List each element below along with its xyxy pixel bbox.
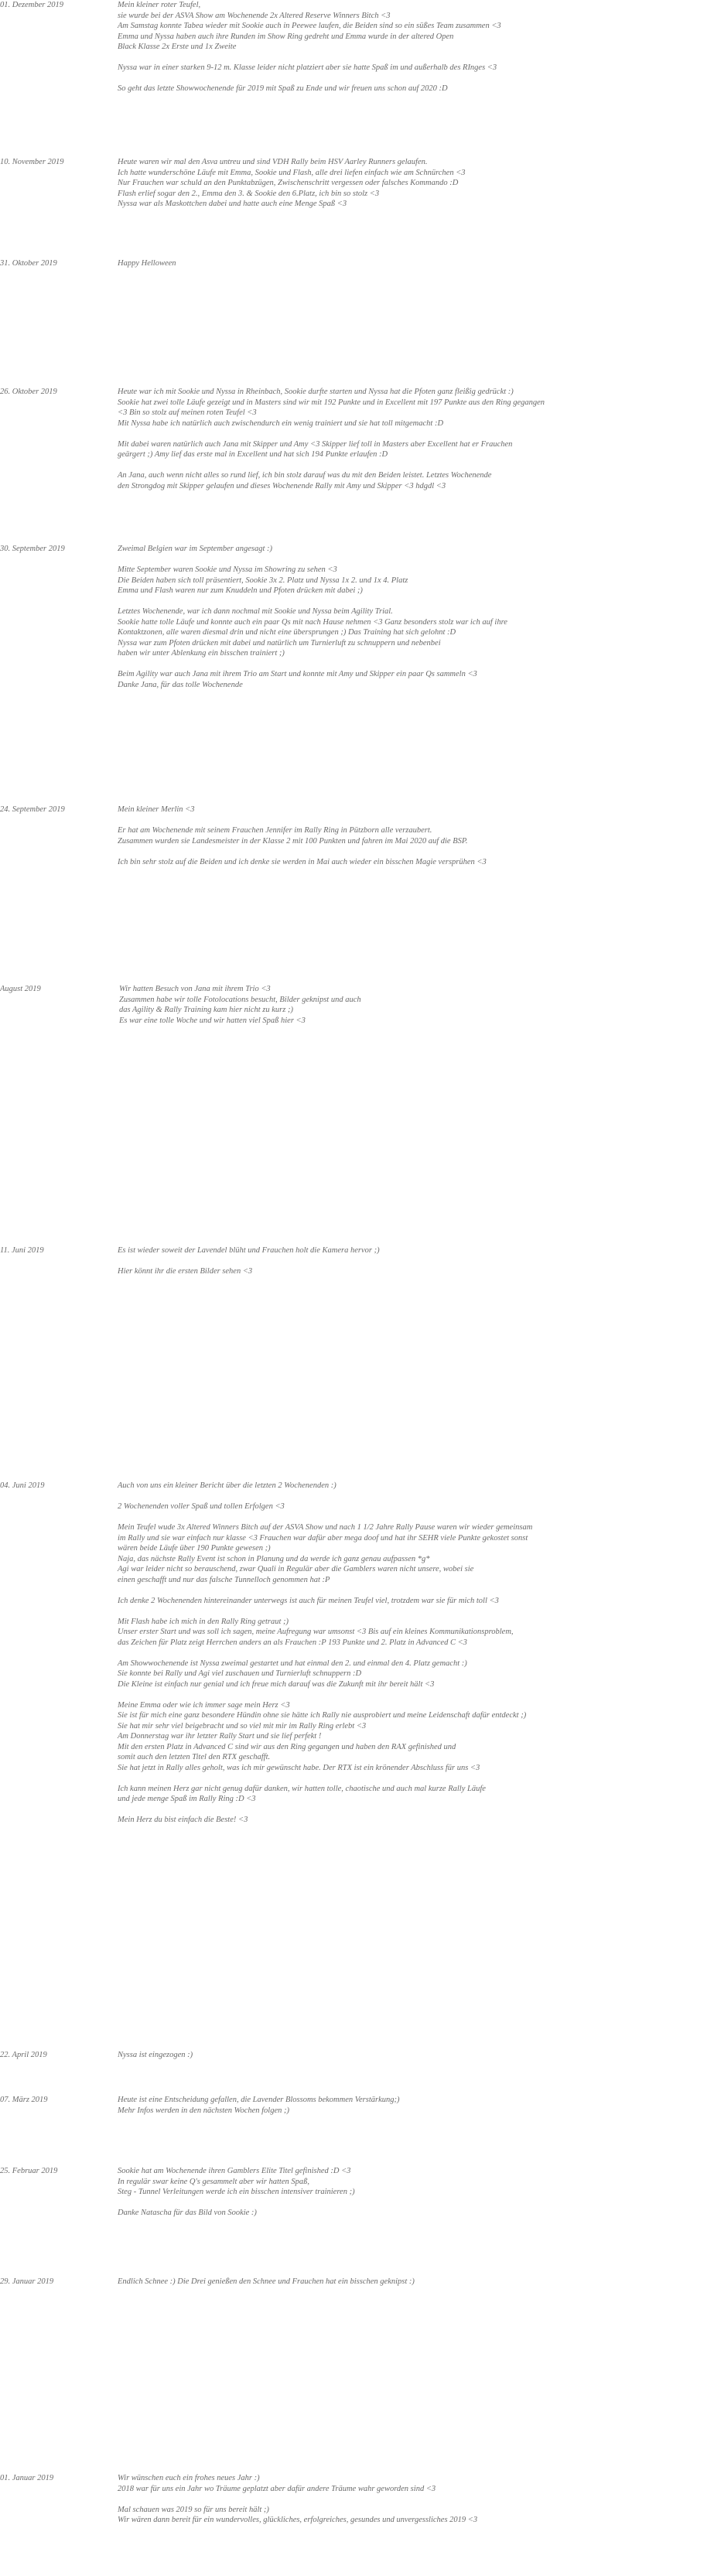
entry-paragraph: Hier könnt ihr die ersten Bilder sehen <3 <box>118 1267 253 1276</box>
entry-date: 24. September 2019 <box>0 805 65 814</box>
entry-paragraph: So geht das letzte Showwochenende für 2019 mit Spaß zu Ende und wir freuen uns schon auf 2020 :D <box>118 84 448 93</box>
entry-body <box>118 1245 713 1277</box>
entry-body <box>118 387 713 491</box>
entry-paragraph: Es ist wieder soweit der Lavendel blüht und Frauchen holt die Kamera hervor ;) <box>118 1246 380 1255</box>
entry-date: 01. Dezember 2019 <box>0 1 63 9</box>
entry-body <box>118 157 713 210</box>
entry-paragraph: Mitte September waren Sookie und Nyssa im Showring zu sehen <3 Die Beiden haben sich toll präsentiert, Sookie 3x 2. Platz und Nyssa 1x 2. und 1x 4. Platz Emma und Flash waren nur zum Knuddeln und Pfoten drücken mit dabei ;) <box>118 565 408 595</box>
entry-paragraph: Heute waren wir mal den Asva untreu und sind VDH Rally beim HSV Aarley Runners gelaufen. Ich hatte wunderschöne Läufe mit Emma, Sookie und Flash, alle drei liefen einfach wie am Schnürchen <3 Nur Frauchen war schuld an den Punktabzügen, Zwischenschritt vergessen oder falsches Kommando :D Flash erlief sogar den 2., Emma den 3. & Sookie den 6.Platz, ich bin so stolz <3 Nyssa war als Maskottchen dabei und hatte auch eine Menge Spaß <3 <box>118 158 466 208</box>
entry-date: 31. Oktober 2019 <box>0 259 57 268</box>
entry-date: August 2019 <box>0 985 41 993</box>
entry-date: 01. Januar 2019 <box>0 2474 54 2482</box>
entry-paragraph: Ich denke 2 Wochenenden hintereinander unterwegs ist auch für meinen Teufel viel, trotzdem war sie für mich toll <3 <box>118 1596 499 1605</box>
entry-date: 10. November 2019 <box>0 158 64 166</box>
entry-paragraph: Nyssa war in einer starken 9-12 m. Klasse leider nicht platziert aber sie hatte Spaß im und außerhalb des RInges <3 <box>118 63 497 72</box>
entry-paragraph: Sookie hat am Wochenende ihren Gamblers Elite Titel gefinished :D <3 In regulär swar keine Q's gesammelt aber wir hatten Spaß, Steg - Tunnel Verleitungen werde ich ein bisschen intensiver trainieren ;) <box>118 2167 355 2196</box>
entry-date: 25. Februar 2019 <box>0 2167 58 2175</box>
entry-paragraph: Endlich Schnee :) Die Drei genießen den Schnee und Frauchen hat ein bisschen geknipst :) <box>118 2277 415 2286</box>
entry-paragraph: Ich kann meinen Herz gar nicht genug dafür danken, wir hatten tolle, chaotische und auch mal kurze Rally Läufe und jede menge Spaß im Rally Ring :D <3 <box>118 1784 486 1803</box>
entry-date: 30. September 2019 <box>0 545 65 553</box>
entry-date: 04. Juni 2019 <box>0 1481 45 1490</box>
entry-paragraph: Er hat am Wochenende mit seinem Frauchen Jennifer im Rally Ring in Pützborn alle verzaubert. Zusammen wurden sie Landesmeister in der Klasse 2 mit 100 Punkten und fahren im Mai 2020 auf die BSP. <box>118 826 468 846</box>
entry-paragraph: Am Showwochenende ist Nyssa zweimal gestartet und hat einmal den 2. und einmal den 4. Platz gemacht :) Sie konnte bei Rally und Agi viel zuschauen und Turnierluft schnuppern :D Die Kleine ist einfach nur genial und ich freue mich darauf was die Zukunft mit ihr bereit hält <3 <box>118 1659 467 1689</box>
entry-body <box>118 2166 713 2219</box>
entry-paragraph: 2 Wochenenden voller Spaß und tollen Erfolgen <3 <box>118 1502 285 1511</box>
entry-paragraph: Zweimal Belgien war im September angesagt :) <box>118 545 273 553</box>
entry-date: 07. März 2019 <box>0 2096 48 2104</box>
entry-paragraph: Wir wünschen euch ein frohes neues Jahr :) 2018 war für uns ein Jahr wo Träume geplatzt aber dafür andere Träume wahr geworden sind <3 <box>118 2474 436 2493</box>
entry-paragraph: Beim Agility war auch Jana mit ihrem Trio am Start und konnte mit Amy und Skipper ein paar Qs sammeln <3 Danke Jana, für das tolle Wochenende <box>118 670 477 689</box>
entry-body <box>118 2050 713 2061</box>
entry-paragraph: Mein kleiner roter Teufel, sie wurde bei der ASVA Show am Wochenende 2x Altered Reserve Winners Bitch <3 Am Samstag konnte Tabea wieder mit Sookie auch in Peewee laufen, die Beiden sind so ein süßes Team zusammen <3 Emma und Nyssa haben auch ihre Runden im Show Ring gedreht und Emma wurde in der altered Open Black Klasse 2x Erste und 1x Zweite <box>118 1 501 51</box>
entry-paragraph: Mein Teufel wude 3x Altered Winners Bitch auf der ASVA Show und nach 1 1/2 Jahre Rally Pause waren wir wieder gemeinsam im Rally und sie war einfach nur klasse <3 Frauchen war dafür aber mega doof und hat ihr SEHR viele Punkte gekostet sonst wären beide Läufe über 190 Punkte gewesen ;) Naja, das nächste Rally Event ist schon in Planung und da werde ich ganz genau aufpassen *g* Agi war leider nicht so berauschend, zwar Quali in Regulär aber die Gamblers waren nicht unsere, wobei sie einen geschafft und nur das falsche Tunnelloch genommen hat :P <box>118 1523 533 1584</box>
entry-body <box>118 544 713 690</box>
entry-paragraph: Nyssa ist eingezogen :) <box>118 2051 193 2059</box>
entry-paragraph: Mal schauen was 2019 so für uns bereit hält ;) Wir wären dann bereit für ein wundervolles, glückliches, erfolgreiches, gesundes und unvergessliches 2019 <3 <box>118 2505 478 2524</box>
entry-body <box>118 2277 713 2287</box>
entry-body <box>118 1481 713 1826</box>
entry-paragraph: Heute ist eine Entscheidung gefallen, die Lavender Blossoms bekommen Verstärkung;) Mehr Infos werden in den nächsten Wochen folgen ;) <box>118 2096 400 2115</box>
entry-date: 22. April 2019 <box>0 2051 47 2059</box>
entry-body <box>118 805 713 867</box>
entry-paragraph: Mein Herz du bist einfach die Beste! <3 <box>118 1816 248 1824</box>
entry-paragraph: Heute war ich mit Sookie und Nyssa in Rheinbach, Sookie durfte starten und Nyssa hat die Pfoten ganz fleißig gedrückt :) Sookie hat zwei tolle Läufe gezeigt und in Masters sind wir mit 192 Punkte und in Excellent mit 197 Punkte aus den Ring gegangen <3 Bin so stolz auf meinen roten Teufel <3 Mit Nyssa habe ich natürlich auch zwischendurch ein wenig trainiert und sie hat toll mitgemacht :D <box>118 388 545 428</box>
entry-paragraph: Wir hatten Besuch von Jana mit ihrem Trio <3 Zusammen habe wir tolle Fotolocations besucht, Bilder geknipst und auch das Agility & Rally Training kam hier nicht zu kurz ;) Es war eine tolle Woche und wir hatten viel Spaß hier <3 <box>119 985 361 1025</box>
entry-paragraph: Mein kleiner Merlin <3 <box>118 805 195 814</box>
entry-paragraph: Danke Natascha für das Bild von Sookie :) <box>118 2209 257 2217</box>
entry-date: 26. Oktober 2019 <box>0 388 57 396</box>
entry-paragraph: An Jana, auch wenn nicht alles so rund lief, ich bin stolz darauf was du mit den Beiden leistet. Letztes Wochenende den Strongdog mit Skipper gelaufen und dieses Wochenende Rally mit Amy und Skipper <3 hdgdl <3 <box>118 471 492 490</box>
entry-body <box>118 2473 713 2526</box>
entry-body <box>118 0 713 94</box>
entry-paragraph: Ich bin sehr stolz auf die Beiden und ich denke sie werden in Mai auch wieder ein bisschen Magie versprühen <3 <box>118 857 487 866</box>
entry-body <box>118 2095 713 2116</box>
entry-body <box>118 258 713 269</box>
entry-paragraph: Mit Flash habe ich mich in den Rally Ring getraut ;) Unser erster Start und was soll ich sagen, meine Aufregung war umsonst <3 Bis auf ein kleines Kommunikationsproblem, das Zeichen für Platz zeigt Herrchen anders an als Frauchen :P 193 Punkte und 2. Platz in Advanced C <3 <box>118 1617 514 1647</box>
entry-date: 29. Januar 2019 <box>0 2277 54 2286</box>
entry-body <box>118 984 713 1026</box>
entry-paragraph: Letztes Wochenende, war ich dann nochmal mit Sookie und Nyssa beim Agility Trial. Sookie hatte tolle Läufe und konnte auch ein paar Qs mit nach Hause nehmen <3 Ganz besonders stolz war ich auf ihre Kontaktzonen, alle waren diesmal drin und nicht eine übersprungen ;) Das Training hat sich gelohnt :D Nyssa war zum Pfoten drücken mit dabei und natürlich um Turnierluft zu schnuppern und nebenbei haben wir unter Ablenkung ein bisschen trainiert ;) <box>118 607 507 658</box>
entry-date: 11. Juni 2019 <box>0 1246 44 1255</box>
entry-paragraph: Happy Helloween <box>118 259 176 268</box>
entry-paragraph: Auch von uns ein kleiner Bericht über die letzten 2 Wochenenden :) <box>118 1481 337 1490</box>
entry-paragraph: Mit dabei waren natürlich auch Jana mit Skipper und Amy <3 Skipper lief toll in Masters aber Excellent hat er Frauchen geärgert ;) Amy lief das erste mal in Excellent und hat sich 194 Punkte erlaufen :D <box>118 439 513 459</box>
entry-paragraph: Meine Emma oder wie ich immer sage mein Herz <3 Sie ist für mich eine ganz besondere Hündin ohne sie hätte ich Rally nie ausprobiert und meine Leidenschaft dafür entdeckt ;) Sie hat mir sehr viel beigebracht und so viel mit mir im Rally Ring erlebt <3 Am Donnerstag war ihr letzter Rally Start und sie lief perfekt ! Mit den ersten Platz in Advanced C sind wir aus den Ring gegangen und haben den RAX gefinished und somit auch den letzten Titel den RTX geschafft. Sie hat jetzt in Rally alles geholt, was ich mir gewünscht habe. Der RTX ist ein krönender Abschluss für uns <3 <box>118 1700 527 1772</box>
